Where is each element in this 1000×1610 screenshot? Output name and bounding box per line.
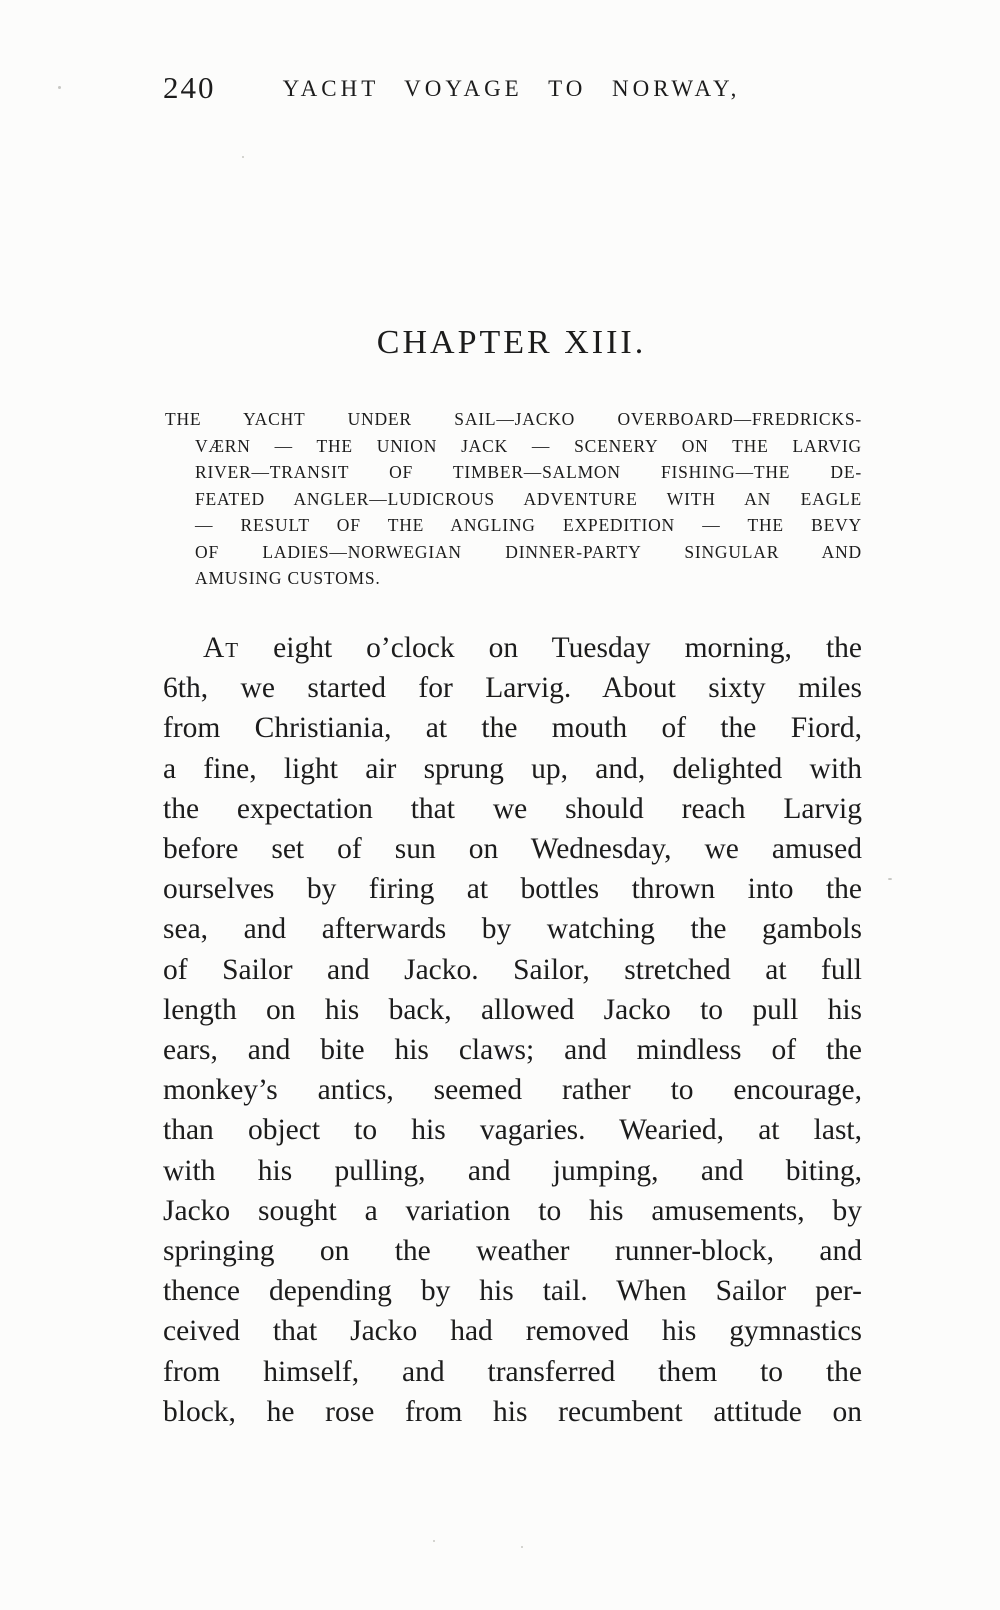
page-header [163, 70, 860, 110]
body-text [163, 628, 862, 1432]
body-line: before set of sun on Wednesday, we amused [163, 833, 862, 866]
body-line-rest: eight o’clock on Tuesday morning, the [273, 632, 862, 664]
summary-line: AMUSING CUSTOMS. [195, 568, 381, 588]
scan-speck [521, 1546, 523, 1548]
scan-speck [433, 1540, 435, 1542]
body-line: springing on the weather runner-block, and [163, 1235, 862, 1268]
summary-line: OF LADIES—NORWEGIAN DINNER-PARTY SINGULAR AND [195, 541, 862, 562]
chapter-heading: CHAPTER XIII. [376, 324, 647, 361]
body-line: ourselves by firing at bottles thrown into the [163, 873, 862, 906]
scan-speck [242, 156, 244, 158]
summary-line: FEATED ANGLER—LUDICROUS ADVENTURE WITH AN EAGLE [195, 488, 862, 509]
body-line: sea, and afterwards by watching the gambols [163, 913, 862, 946]
body-line: ceived that Jacko had removed his gymnastics [163, 1315, 862, 1348]
body-line: a fine, light air sprung up, and, delighted with [163, 752, 862, 785]
running-title: YACHT VOYAGE TO NORWAY, [282, 76, 741, 101]
summary-line: VÆRN — THE UNION JACK — SCENERY ON THE LARVIG [195, 435, 862, 456]
body-line: thence depending by his tail. When Sailor per- [163, 1275, 862, 1308]
body-line: block, he rose from his recumbent attitude on [163, 1395, 862, 1428]
chapter-summary [165, 406, 862, 592]
body-line: Jacko sought a variation to his amusements, by [163, 1194, 862, 1227]
body-line: ears, and bite his claws; and mindless of the [163, 1034, 862, 1067]
body-line: monkey’s antics, seemed rather to encourage, [163, 1074, 862, 1107]
summary-line: — RESULT OF THE ANGLING EXPEDITION — THE BEVY [195, 515, 862, 535]
body-line: than object to his vagaries. Wearied, at last, [163, 1114, 862, 1147]
scan-speck [888, 878, 892, 880]
body-line: the expectation that we should reach Larvig [163, 792, 862, 825]
summary-line: RIVER—TRANSIT OF TIMBER—SALMON FISHING—THE DE- [195, 462, 862, 482]
page-number: 240 [163, 70, 216, 105]
body-line: of Sailor and Jacko. Sailor, stretched at full [163, 953, 862, 986]
summary-line: THE YACHT UNDER SAIL—JACKO OVERBOARD—FREDRICKS- [165, 409, 862, 429]
body-line: 6th, we started for Larvig. About sixty miles [163, 672, 862, 705]
lead-word: At [203, 632, 240, 664]
body-line: from himself, and transferred them to the [163, 1355, 862, 1388]
body-line [163, 628, 862, 668]
scan-speck [58, 86, 61, 89]
body-line: with his pulling, and jumping, and biting, [163, 1154, 862, 1187]
body-line: from Christiania, at the mouth of the Fiord, [163, 712, 862, 745]
body-line: length on his back, allowed Jacko to pull his [163, 993, 862, 1026]
